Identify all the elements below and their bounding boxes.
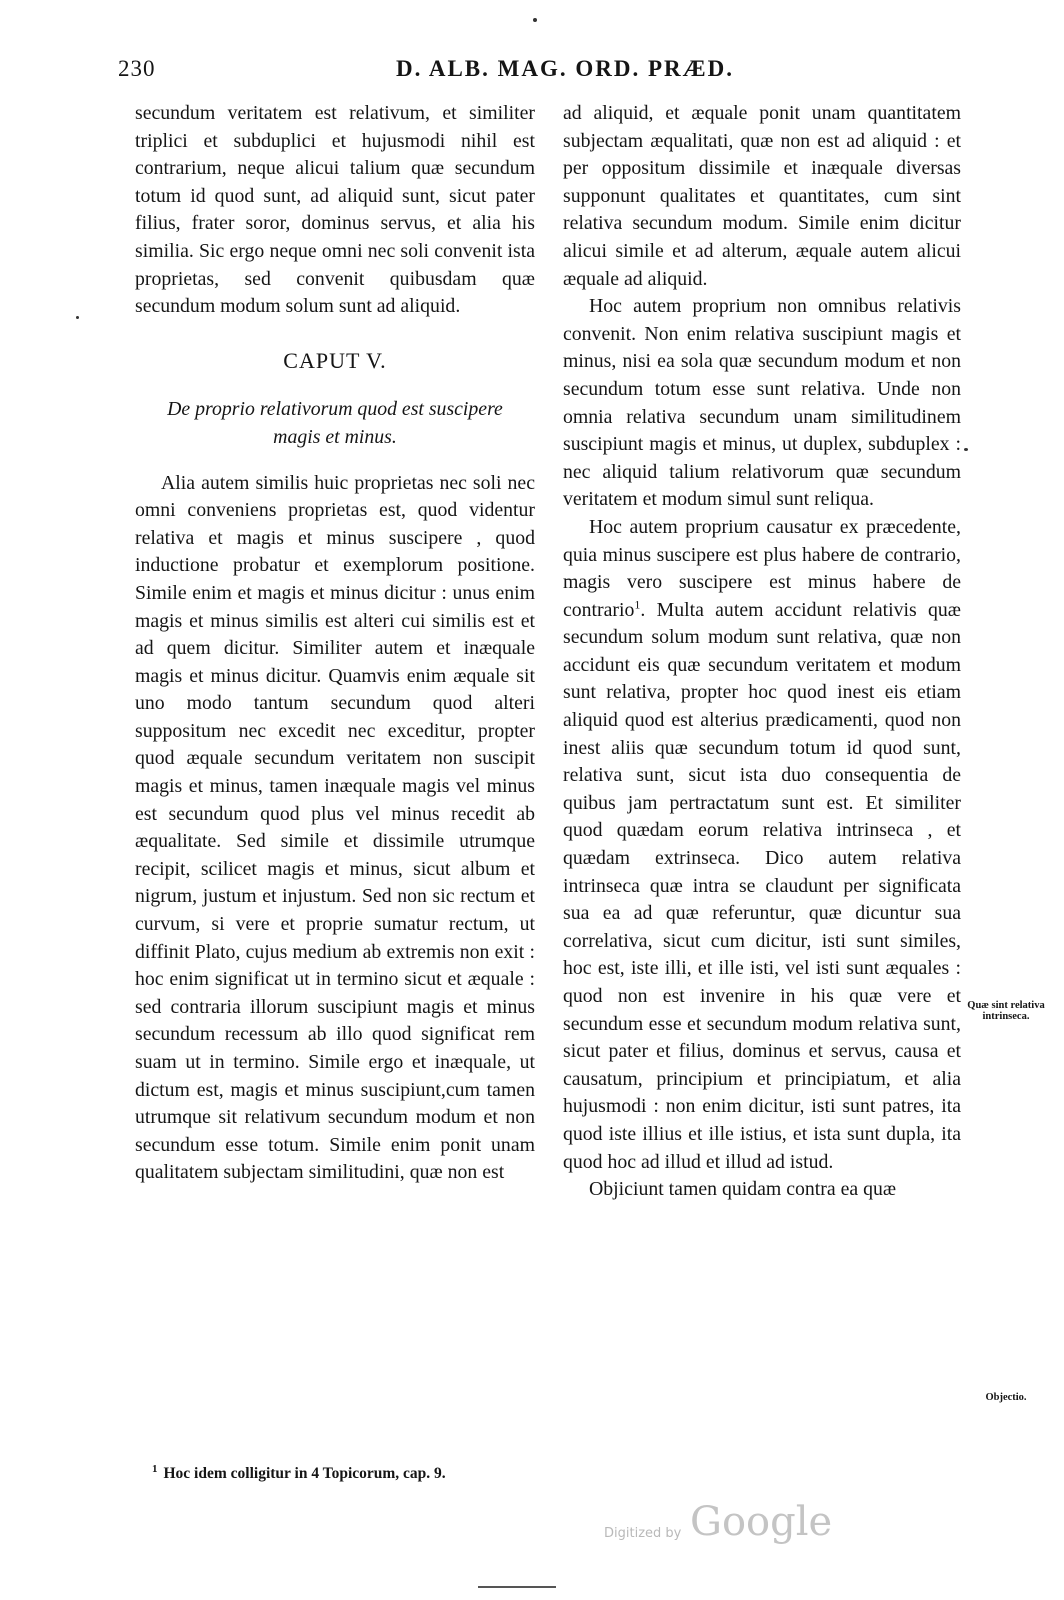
- left-column: [135, 100, 535, 1187]
- scan-speck-right: [964, 448, 968, 451]
- paragraph-objiciunt: Objiciunt tamen quidam contra ea quæ: [589, 1178, 897, 1201]
- paragraph-causatur-part-1: Hoc autem proprium causatur ex præcedente, quia minus suscipere est plus habere de contrario, magis vero suscipere est minus habere de contrario: [563, 515, 961, 621]
- right-column: [563, 100, 961, 1204]
- google-logo: Google: [690, 1499, 833, 1545]
- paragraph-causatur: [563, 514, 961, 1176]
- running-head: [118, 56, 956, 92]
- margin-note-objectio: Objectio.: [985, 1392, 1027, 1403]
- chapter-subtitle: De proprio relativorum quod est suscipere magis et minus.: [167, 398, 503, 448]
- scan-speck-left: [76, 316, 79, 319]
- page-number: 230: [118, 56, 156, 81]
- margin-note-intrinseca: Quæ sint relativa intrinseca.: [967, 1000, 1045, 1022]
- footnote-text: Hoc idem colligitur in 4 Topicorum, cap. 9.: [163, 1465, 446, 1482]
- paragraph-proprium: Hoc autem proprium non omnibus relativis convenit. Non enim relativa suscipiunt magis et minus, nisi ea sola quæ secundum modum et non secundum totum esse sunt relativa. Unde non omnia relativa secundum unam similitudinem suscipiunt magis et minus, ut duplex, subduplex : nec aliquid talium relativorum quæ secundum veritatem et modum simul sunt reliqua.: [563, 295, 961, 511]
- footnote: [152, 1464, 446, 1484]
- scan-speck-top: [533, 18, 537, 22]
- paragraph-continuation-left: secundum veritatem est relativum, et similiter triplici et subduplici et hujusmodi nihil est contrarium, neque alicui talium quæ secundum totum id quod sunt, ad aliquid sunt, sicut pater filius, frater soror, dominus servus, et alia his similia. Sic ergo neque omni nec soli convenit ista proprietas, sed convenit quibusdam quæ secundum modum solum sunt ad aliquid.: [135, 102, 535, 318]
- chapter-heading: CAPUT V.: [283, 347, 387, 373]
- footnote-reference[interactable]: 1: [634, 597, 641, 612]
- paragraph-continuation-right: ad aliquid, et æquale ponit unam quantitatem subjectam æqualitati, quæ non est ad aliquid : et per oppositum dissimile et inæquale diversas supponunt qualitates et quantitates, cum sint relativa secundum modum. Simile enim dicitur alicui simile et ad alterum, æquale autem alicui æquale ad aliquid.: [563, 102, 961, 290]
- digitized-by-label: Digitized by: [604, 1526, 682, 1541]
- paragraph-chapter-opening: Alia autem similis huic proprietas nec soli nec omni conveniens proprietas est, quod videntur relativa et magis et minus suscipere , quod inductione probatur et exemplorum positione. Simile enim et magis et minus dicitur : unus enim magis et minus similis est alteri cui similis est et ad quem dicitur. Similiter autem et inæquale magis et minus dicitur. Quamvis enim æquale sit uno modo tantum secundum quod alteri suppositum nec excedit nec exceditur, propter quod æquale secundum veritatem non suscipit magis et minus, tamen inæquale magis vel minus est secundum quod plus vel minus recedit ab æqualitate. Sed simile et dissimile utrumque recipit, scilicet magis et minus, sicut album et nigrum, justum et injustum. Sed non sic rectum et curvum, si vere et proprie sumatur rectum, ut diffinit Plato, cujus medium ab extremis non exit : hoc enim significat ut in termino sicut et æquale : sed contraria illorum suscipiunt magis et minus secundum recessum ab illo quod significat rem suam ut in termino. Simile ergo et inæquale, ut dictum est, magis et minus suscipiunt,cum tamen utrumque sit relativum secundum modum et non secundum esse totum. Simile enim ponit unam qualitatem subjectam similitudini, quæ non est: [135, 471, 535, 1184]
- paragraph-causatur-part-2: . Multa autem accidunt relativis quæ secundum solum modum sunt relativa, quæ non accidunt eis quæ secundum veritatem et modum sunt relativa, propter hoc quod inest eis etiam aliquid quod est alterius prædicamenti, quod non inest aliis quæ secundum totum id quod sunt, relativa sunt, sicut ista duo consequentia de quibus jam pertractatum sunt est. Et similiter quod quædam eorum relativa intrinseca , et quædam extrinseca. Dico autem relativa intrinseca quæ intra se claudunt per significata sua ea ad quæ referuntur, quæ dicuntur sua correlativa, sicut cum dicitur, isti sunt similes, hoc est, iste illi, et ille isti, vel isti sunt æquales : quod non est invenire in his quæ vere et secundum esse et secundum modum relativa sunt, sicut pater et filius, dominus et servus, causa et causatum, principium et principiatum, et alia hujusmodi : non enim dicitur, isti sunt patres, ita quod iste illius et ille istius, et ista sunt dupla, ita quod hoc ad illud et illud ad istud.: [563, 598, 961, 1173]
- running-title: D. ALB. MAG. ORD. PRÆD.: [396, 56, 734, 81]
- footnote-number: 1: [152, 1462, 158, 1475]
- scan-edge-mark: [478, 1586, 556, 1588]
